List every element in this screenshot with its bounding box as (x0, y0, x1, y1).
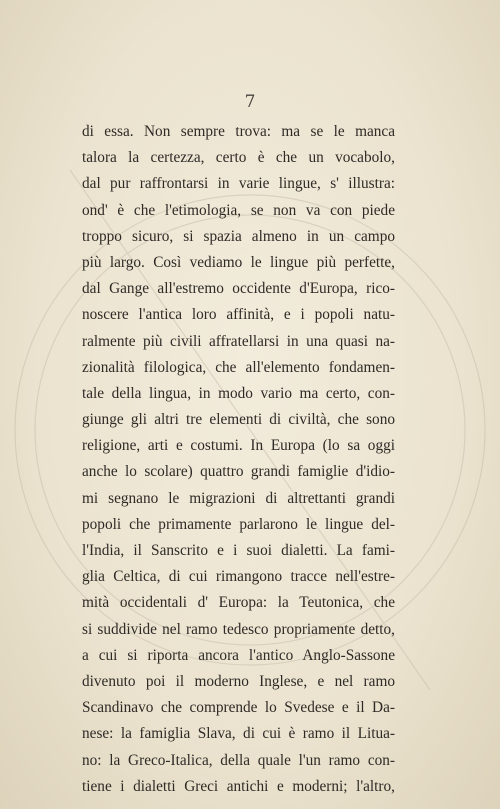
text-line: zionalità filologica, che all'elemento fondamen- (82, 358, 395, 376)
text-line: giunge gli altri tre elementi di civiltà, che sono (82, 411, 395, 429)
text-line: più largo. Così vediamo le lingue più perfette, (82, 253, 395, 271)
text-line: dal Gange all'estremo occidente d'Europa, rico- (82, 280, 395, 298)
text-line: dal pur raffrontarsi in varie lingue, s' illustra: (82, 175, 395, 193)
text-line: noscere l'antica loro affinità, e i popoli natu- (82, 306, 395, 324)
text-line: si suddivide nel ramo tedesco propriamente detto, (82, 620, 395, 638)
text-line: talora la certezza, certo è che un vocabolo, (82, 149, 395, 167)
text-line: popoli che primamente parlarono le lingue del- (82, 515, 395, 533)
text-line: no: la Greco-Italica, della quale l'un ramo con- (82, 751, 395, 769)
page-number: 7 (244, 92, 256, 112)
text-line: divenuto poi il moderno Inglese, e nel ramo (82, 672, 395, 690)
text-line: nese: la famiglia Slava, di cui è ramo il Litua- (82, 725, 395, 743)
text-line: tiene i dialetti Greci antichi e moderni; l'altro, (82, 777, 395, 795)
text-line: Scandinavo che comprende lo Svedese e il Da- (82, 699, 395, 717)
text-line: tale della lingua, in modo vario ma certo, con- (82, 384, 395, 402)
text-line: mi segnano le migrazioni di altrettanti grandi (82, 489, 395, 507)
text-line: troppo sicuro, si spazia almeno in un campo (82, 227, 395, 245)
text-line: ralmente più civili affratellarsi in una quasi na- (82, 332, 395, 350)
text-line: mità occidentali d' Europa: la Teutonica, che (82, 594, 395, 612)
text-line: anche lo scolare) quattro grandi famiglie d'idio- (82, 463, 395, 481)
text-line: glia Celtica, di cui rimangono tracce nell'estre- (82, 568, 395, 586)
text-line: religione, arti e costumi. In Europa (lo sa oggi (82, 437, 395, 455)
body-text (82, 119, 395, 800)
text-line: a cui si riporta ancora l'antico Anglo-Sassone (82, 646, 395, 664)
text-line: ond' è che l'etimologia, se non va con piede (82, 201, 395, 219)
text-line: di essa. Non sempre trova: ma se le manca (82, 123, 395, 140)
text-line: l'India, il Sanscrito e i suoi dialetti. La fami- (82, 542, 395, 559)
